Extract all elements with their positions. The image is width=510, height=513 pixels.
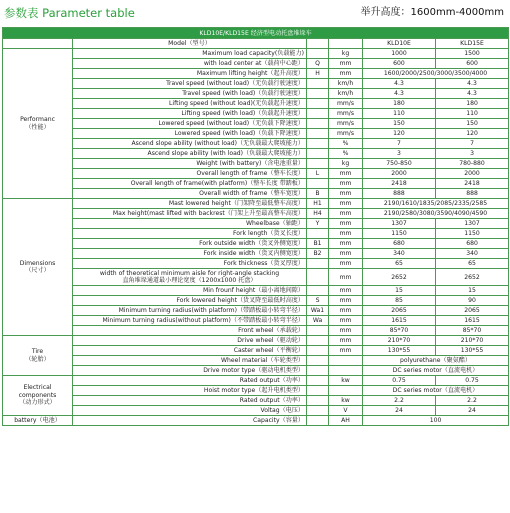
parameter-symbol <box>307 99 329 109</box>
table-row <box>3 129 509 139</box>
value-kld15e: 15 <box>436 286 509 296</box>
table-row <box>3 376 509 386</box>
value-merged: DC series motor（直流电机） <box>363 366 509 376</box>
parameter-name: Caster wheel（平衡轮） <box>73 346 307 356</box>
table-row <box>3 169 509 179</box>
parameter-unit: mm <box>329 229 363 239</box>
parameter-name: Maximum load capacity(负载能力) <box>73 49 307 59</box>
value-kld10e: 1000 <box>363 49 436 59</box>
table-row <box>3 79 509 89</box>
parameter-symbol: S <box>307 296 329 306</box>
table-row <box>3 286 509 296</box>
parameter-symbol <box>307 406 329 416</box>
value-kld10e: 7 <box>363 139 436 149</box>
parameter-symbol: L <box>307 169 329 179</box>
value-merged: 2190/1610/1835/2085/2335/2585 <box>363 199 509 209</box>
table-header-row <box>3 28 509 39</box>
value-kld15e: 24 <box>436 406 509 416</box>
value-merged: 1600/2000/2500/3000/3500/4000 <box>363 69 509 79</box>
table-row <box>3 306 509 316</box>
table-row <box>3 416 509 426</box>
parameter-unit: AH <box>329 416 363 426</box>
parameter-symbol <box>307 49 329 59</box>
value-kld15e: 2652 <box>436 269 509 286</box>
value-kld10e: 2.2 <box>363 396 436 406</box>
table-row <box>3 269 509 286</box>
parameter-unit: mm <box>329 316 363 326</box>
value-kld10e: 15 <box>363 286 436 296</box>
value-kld10e: 85 <box>363 296 436 306</box>
parameter-symbol <box>307 229 329 239</box>
parameter-symbol <box>307 336 329 346</box>
category-cell: Tire （轮胎） <box>3 336 73 376</box>
parameter-unit: mm <box>329 209 363 219</box>
parameter-symbol: Y <box>307 219 329 229</box>
table-row <box>3 209 509 219</box>
value-kld10e: 4.3 <box>363 89 436 99</box>
value-kld10e: 1615 <box>363 316 436 326</box>
value-kld15e: 7 <box>436 139 509 149</box>
table-row <box>3 49 509 59</box>
parameter-unit <box>329 356 363 366</box>
value-kld15e: 0.75 <box>436 376 509 386</box>
parameter-name: Overall length of frame（整车长度） <box>73 169 307 179</box>
parameter-name: Minimum turning radius(without platform)（不带踏板最小转弯半径） <box>73 316 307 326</box>
parameter-symbol <box>307 346 329 356</box>
parameter-name: Rated output（功率） <box>73 396 307 406</box>
value-kld10e: 1307 <box>363 219 436 229</box>
table-row <box>3 149 509 159</box>
parameter-name: Lifting speed (with load)（负载起升速度） <box>73 109 307 119</box>
parameter-symbol <box>307 396 329 406</box>
parameter-unit: km/h <box>329 89 363 99</box>
parameter-unit: mm <box>329 336 363 346</box>
parameter-unit: mm <box>329 296 363 306</box>
parameter-unit: mm <box>329 179 363 189</box>
value-kld10e: 130*55 <box>363 346 436 356</box>
table-row <box>3 346 509 356</box>
table-row <box>3 316 509 326</box>
value-kld15e: 1500 <box>436 49 509 59</box>
parameter-symbol <box>307 376 329 386</box>
parameter-name: Fork thickness（货叉厚度） <box>73 259 307 269</box>
parameter-name: Overall width of frame（整车宽度） <box>73 189 307 199</box>
value-kld15e: 2065 <box>436 306 509 316</box>
value-kld10e: 750-850 <box>363 159 436 169</box>
value-kld10e: 340 <box>363 249 436 259</box>
table-row <box>3 59 509 69</box>
table-row <box>3 89 509 99</box>
parameter-name: Overall length of frame(with platform)（整车长度 带踏板） <box>73 179 307 189</box>
parameter-unit: kw <box>329 376 363 386</box>
parameter-unit: mm/s <box>329 119 363 129</box>
parameter-symbol <box>307 119 329 129</box>
parameter-unit <box>329 366 363 376</box>
value-kld15e: 2418 <box>436 179 509 189</box>
table-row <box>3 249 509 259</box>
table-row <box>3 296 509 306</box>
parameter-name: Mast lowered height（门架降至最低整车高度） <box>73 199 307 209</box>
parameter-symbol: B <box>307 189 329 199</box>
parameter-name: Fork inside width（货叉内侧宽度） <box>73 249 307 259</box>
parameter-unit: mm <box>329 346 363 356</box>
parameter-unit: mm <box>329 59 363 69</box>
parameter-symbol: B2 <box>307 249 329 259</box>
parameter-name: Lowered speed (without load)（无负载下降速度） <box>73 119 307 129</box>
table-row <box>3 179 509 189</box>
parameter-name: width of theoretical minimum aisle for right-angle stacking 直角堆垛通道最小理论宽度（1200x1000 托盘） <box>73 269 307 286</box>
value-kld15e: 90 <box>436 296 509 306</box>
table-row <box>3 336 509 346</box>
table-row <box>3 189 509 199</box>
value-merged: DC series motor（直流电机） <box>363 386 509 396</box>
parameter-unit: mm/s <box>329 109 363 119</box>
value-kld15e: 4.3 <box>436 89 509 99</box>
parameter-symbol: Wa1 <box>307 306 329 316</box>
value-kld10e: 4.3 <box>363 79 436 89</box>
page-title: 参数表 Parameter table <box>4 6 135 20</box>
table-row <box>3 119 509 129</box>
value-kld10e: 110 <box>363 109 436 119</box>
parameter-symbol <box>307 39 329 49</box>
parameter-table <box>2 27 509 426</box>
table-row <box>3 366 509 376</box>
value-kld15e: 3 <box>436 149 509 159</box>
value-kld10e: 24 <box>363 406 436 416</box>
parameter-symbol <box>307 179 329 189</box>
parameter-name: Ascend slope ability (with load)（负载最大爬坡能力） <box>73 149 307 159</box>
parameter-unit: mm <box>329 219 363 229</box>
value-kld15e: KLD15E <box>436 39 509 49</box>
parameter-unit: V <box>329 406 363 416</box>
parameter-name: Travel speed (without load)（无负载行驶速度） <box>73 79 307 89</box>
parameter-symbol: Q <box>307 59 329 69</box>
table-row <box>3 259 509 269</box>
parameter-name: Front wheel（承载轮） <box>73 326 307 336</box>
table-row <box>3 139 509 149</box>
table-row <box>3 356 509 366</box>
value-kld10e: 150 <box>363 119 436 129</box>
parameter-name: Ascend slope ability (without load)（无负载最大爬坡能力） <box>73 139 307 149</box>
table-row <box>3 229 509 239</box>
parameter-symbol <box>307 356 329 366</box>
value-kld15e: 1150 <box>436 229 509 239</box>
value-kld10e: 65 <box>363 259 436 269</box>
value-kld10e: 120 <box>363 129 436 139</box>
value-kld15e: 2.2 <box>436 396 509 406</box>
parameter-name: Drive wheel（驱动轮） <box>73 336 307 346</box>
table-row <box>3 219 509 229</box>
value-kld15e: 4.3 <box>436 79 509 89</box>
value-kld10e: 600 <box>363 59 436 69</box>
table-row <box>3 99 509 109</box>
parameter-unit: km/h <box>329 79 363 89</box>
parameter-unit: kg <box>329 159 363 169</box>
category-cell-empty <box>3 39 73 49</box>
parameter-unit: mm <box>329 69 363 79</box>
parameter-symbol <box>307 386 329 396</box>
parameter-unit: mm <box>329 239 363 249</box>
category-cell: Performanc （性能） <box>3 49 73 199</box>
parameter-unit: mm <box>329 199 363 209</box>
parameter-name: Model（型号） <box>73 39 307 49</box>
parameter-name: Hoist motor type（起升电机类型） <box>73 386 307 396</box>
value-kld15e: 85*70 <box>436 326 509 336</box>
value-kld15e: 180 <box>436 99 509 109</box>
category-cell: battery（电池） <box>3 416 73 426</box>
parameter-unit: % <box>329 139 363 149</box>
parameter-symbol: H1 <box>307 199 329 209</box>
parameter-symbol <box>307 89 329 99</box>
parameter-name: Rated output（功率） <box>73 376 307 386</box>
parameter-name: Minimum turning radius(with platform)（带踏板最小转弯半径） <box>73 306 307 316</box>
value-merged: polyurethane（聚氨酯） <box>363 356 509 366</box>
value-kld10e: 180 <box>363 99 436 109</box>
value-kld15e: 1307 <box>436 219 509 229</box>
value-kld15e: 110 <box>436 109 509 119</box>
table-row <box>3 396 509 406</box>
parameter-unit: mm <box>329 306 363 316</box>
value-kld15e: 780-880 <box>436 159 509 169</box>
parameter-unit: mm/s <box>329 129 363 139</box>
category-cell: Electrical components （动力形式） <box>3 376 73 416</box>
parameter-name: Capacity（容量） <box>73 416 307 426</box>
parameter-symbol <box>307 269 329 286</box>
parameter-unit: mm <box>329 326 363 336</box>
table-row <box>3 159 509 169</box>
parameter-name: with load center at（载荷中心距） <box>73 59 307 69</box>
parameter-name: Lowered speed (with load)（负载下降速度） <box>73 129 307 139</box>
parameter-symbol <box>307 416 329 426</box>
value-kld15e: 150 <box>436 119 509 129</box>
table-row <box>3 109 509 119</box>
parameter-symbol <box>307 159 329 169</box>
value-kld15e: 120 <box>436 129 509 139</box>
value-kld10e: 680 <box>363 239 436 249</box>
parameter-unit: mm <box>329 249 363 259</box>
parameter-name: Wheelbase（轴距） <box>73 219 307 229</box>
parameter-symbol <box>307 129 329 139</box>
value-kld15e: 2000 <box>436 169 509 179</box>
parameter-unit: mm <box>329 169 363 179</box>
value-kld15e: 65 <box>436 259 509 269</box>
value-kld10e: 0.75 <box>363 376 436 386</box>
value-kld15e: 1615 <box>436 316 509 326</box>
parameter-unit: mm <box>329 286 363 296</box>
parameter-name: Drive motor type（驱动电机类型） <box>73 366 307 376</box>
parameter-symbol <box>307 366 329 376</box>
parameter-name: Fork lowered height（货叉降至最低时高度） <box>73 296 307 306</box>
value-kld10e: 85*70 <box>363 326 436 336</box>
table-header: KLD10E/KLD15E 经济型电动托盘堆垛车 <box>3 28 509 39</box>
value-kld10e: 2652 <box>363 269 436 286</box>
parameter-unit: kw <box>329 396 363 406</box>
table-row <box>3 39 509 49</box>
category-cell: Dimensions （尺寸） <box>3 199 73 336</box>
value-kld10e: KLD10E <box>363 39 436 49</box>
parameter-symbol <box>307 149 329 159</box>
parameter-name: Voltag（电压） <box>73 406 307 416</box>
value-kld10e: 2065 <box>363 306 436 316</box>
parameter-symbol: H <box>307 69 329 79</box>
parameter-name: Wheel material（车轮类型） <box>73 356 307 366</box>
parameter-unit: mm <box>329 269 363 286</box>
value-kld15e: 340 <box>436 249 509 259</box>
value-kld15e: 680 <box>436 239 509 249</box>
parameter-symbol: B1 <box>307 239 329 249</box>
parameter-name: Fork length（货叉长度） <box>73 229 307 239</box>
value-kld10e: 3 <box>363 149 436 159</box>
value-merged: 100 <box>363 416 509 426</box>
parameter-name: Lifting speed (without load)(无负载起升速度） <box>73 99 307 109</box>
parameter-name: Weight (with battery)（含电池重量） <box>73 159 307 169</box>
value-kld10e: 1150 <box>363 229 436 239</box>
value-kld15e: 210*70 <box>436 336 509 346</box>
parameter-symbol: Wa <box>307 316 329 326</box>
value-kld10e: 2418 <box>363 179 436 189</box>
table-row <box>3 406 509 416</box>
parameter-symbol <box>307 79 329 89</box>
value-kld10e: 210*70 <box>363 336 436 346</box>
value-kld15e: 600 <box>436 59 509 69</box>
parameter-symbol <box>307 259 329 269</box>
lift-height-note: 举升高度：1600mm-4000mm <box>360 7 504 18</box>
table-row <box>3 326 509 336</box>
parameter-unit: % <box>329 149 363 159</box>
parameter-unit: kg <box>329 49 363 59</box>
table-row <box>3 69 509 79</box>
title-row <box>0 0 510 26</box>
parameter-symbol: H4 <box>307 209 329 219</box>
parameter-name: Max height(mast lifted with backrest（门架上升至最高整车高度） <box>73 209 307 219</box>
parameter-symbol <box>307 286 329 296</box>
value-kld10e: 2000 <box>363 169 436 179</box>
parameter-symbol <box>307 109 329 119</box>
parameter-unit <box>329 39 363 49</box>
parameter-name: Maximum lifting height（起升高度） <box>73 69 307 79</box>
value-kld15e: 130*55 <box>436 346 509 356</box>
parameter-unit: mm <box>329 259 363 269</box>
value-merged: 2190/2580/3080/3590/4090/4590 <box>363 209 509 219</box>
parameter-symbol <box>307 326 329 336</box>
parameter-name: Min frounf height（最小离地间隙） <box>73 286 307 296</box>
parameter-unit: mm <box>329 189 363 199</box>
table-row <box>3 239 509 249</box>
parameter-unit: mm/s <box>329 99 363 109</box>
parameter-unit <box>329 386 363 396</box>
table-row <box>3 386 509 396</box>
value-kld10e: 888 <box>363 189 436 199</box>
table-row <box>3 199 509 209</box>
parameter-name: Fork outside width（货叉外侧宽度） <box>73 239 307 249</box>
parameter-name: Travel speed (with load)（负载行驶速度） <box>73 89 307 99</box>
value-kld15e: 888 <box>436 189 509 199</box>
parameter-symbol <box>307 139 329 149</box>
